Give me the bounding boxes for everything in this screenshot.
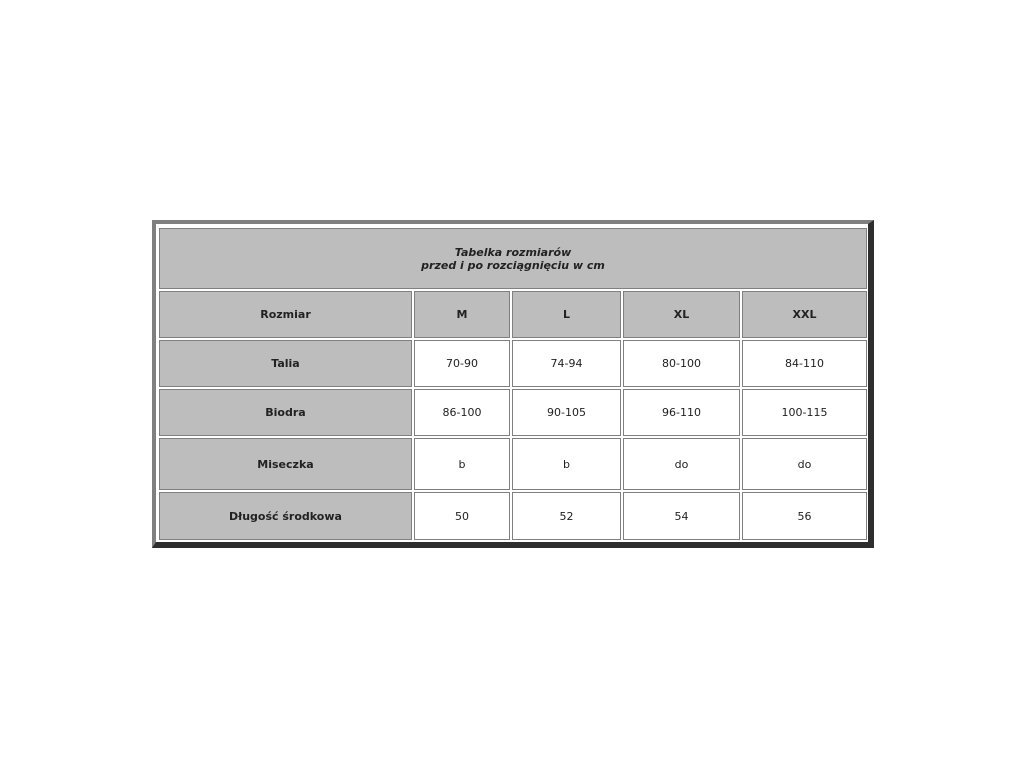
row-label: Talia xyxy=(159,340,412,387)
size-chart-frame xyxy=(152,220,874,548)
table-header-row xyxy=(159,291,867,338)
table-cell: b xyxy=(414,438,510,490)
table-row xyxy=(159,340,867,387)
table-cell: do xyxy=(623,438,740,490)
table-row xyxy=(159,389,867,436)
header-cell-size: XXL xyxy=(742,291,867,338)
table-cell: 52 xyxy=(512,492,621,540)
table-cell: do xyxy=(742,438,867,490)
table-cell: 80-100 xyxy=(623,340,740,387)
header-cell-size: L xyxy=(512,291,621,338)
header-cell-size: M xyxy=(414,291,510,338)
header-cell-rozmiar: Rozmiar xyxy=(159,291,412,338)
table-row xyxy=(159,438,867,490)
table-cell: 70-90 xyxy=(414,340,510,387)
size-chart-table xyxy=(157,226,869,542)
row-label: Biodra xyxy=(159,389,412,436)
table-title-line-1: Tabelka rozmiarów xyxy=(454,245,572,259)
table-cell: 54 xyxy=(623,492,740,540)
table-cell: 96-110 xyxy=(623,389,740,436)
table-cell: 86-100 xyxy=(414,389,510,436)
table-cell: 74-94 xyxy=(512,340,621,387)
table-title-line-2: przed i po rozciągnięciu w cm xyxy=(421,258,605,272)
table-row xyxy=(159,492,867,540)
row-label: Miseczka xyxy=(159,438,412,490)
header-cell-size: XL xyxy=(623,291,740,338)
table-cell: 84-110 xyxy=(742,340,867,387)
table-cell: 56 xyxy=(742,492,867,540)
table-cell: 50 xyxy=(414,492,510,540)
row-label: Długość środkowa xyxy=(159,492,412,540)
table-title-row xyxy=(159,228,867,289)
table-cell: 100-115 xyxy=(742,389,867,436)
table-cell: b xyxy=(512,438,621,490)
table-title xyxy=(159,228,867,289)
table-cell: 90-105 xyxy=(512,389,621,436)
